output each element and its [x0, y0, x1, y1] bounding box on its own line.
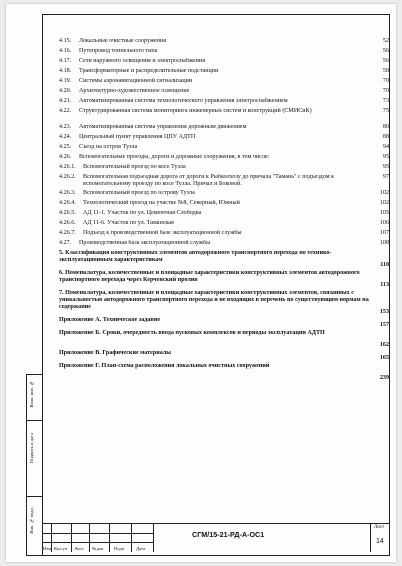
toc-entry[interactable]: [59, 189, 389, 199]
left-stamp-column: [26, 374, 42, 556]
toc-entry[interactable]: [59, 173, 389, 189]
toc-entry[interactable]: [59, 219, 389, 229]
sidebar-cell-signature: [27, 421, 42, 497]
toc-entry-page: 80: [382, 124, 389, 130]
toc-appendix-title: Приложение В. Графические материалы: [59, 350, 172, 356]
toc-entry-title: Вспомогательный проезд по косе Тузла: [83, 164, 186, 170]
toc-entry-title: Центральный пункт управления ЦПУ АДТП: [79, 134, 196, 140]
toc-entry[interactable]: [59, 107, 389, 123]
col-label-data: Дата: [136, 546, 146, 551]
toc-entry-title: Вспомогательные проезды, дороги и дорожные сооружения, в том числе:: [79, 154, 270, 160]
toc-entry-page: 105: [379, 210, 389, 216]
toc-entry[interactable]: [59, 47, 389, 57]
toc-appendix[interactable]: [59, 350, 389, 362]
sidebar-cell-replace: [27, 375, 42, 421]
toc-entry-title: Вспомогательный проезд по острову Тузла: [83, 190, 195, 196]
toc-section-title: 7. Номенклатура, количественные и площадные характеристики конструктивных элементов, связанных с уникальностью автодорожного транспортного перехода и не входящих в перечень по существующим нормам на содержание: [59, 290, 369, 310]
toc-section-page: 153: [379, 309, 389, 315]
toc-entry[interactable]: [59, 123, 389, 133]
toc-appendix-page: 162: [379, 342, 389, 348]
toc-entry-title: Локальные очистные сооружения: [79, 38, 167, 44]
toc-entry-page: 102: [379, 190, 389, 196]
toc-entry-title: Автоматизированная система управления дорожным движением: [79, 124, 247, 130]
toc-entry[interactable]: [59, 229, 389, 239]
toc-entry-page: 56: [382, 58, 389, 64]
toc-section-title: 6. Номенклатура, количественные и площадные характеристики конструктивных элементов автодорожного транспортного перехода через Керченский пролив: [59, 270, 360, 283]
toc-appendix-title: Приложение А. Техническое задание: [59, 317, 161, 323]
toc-entry-title: Автоматизированная система технологического управления электроснабжением: [79, 98, 288, 104]
toc-entry-title: Производственная база эксплуатационной службы: [79, 240, 211, 246]
toc-entry-page: 108: [379, 240, 389, 246]
toc-entry-page: 70: [382, 88, 389, 94]
toc-entry-title: Подъезд к производственной базе эксплуатационной службы: [83, 230, 242, 236]
toc-appendix-page: 157: [379, 322, 389, 328]
toc-entry-number: 4.24.: [59, 134, 72, 140]
toc-entry-number: 4.15.: [59, 38, 72, 44]
toc-entry-number: 4.19.: [59, 78, 72, 84]
toc-entry[interactable]: [59, 209, 389, 219]
sidebar-label-signature: Подпись и дата: [29, 433, 34, 463]
toc-entry-title: Вспомогательная подъездная дорога от дороги к Рыбколхозу до причала "Тамань" с подъездом к вспомогательному проезду по косе Тузла. Причал и Боковой.: [83, 174, 335, 187]
toc-entry[interactable]: [59, 199, 389, 209]
toc-entry[interactable]: [59, 87, 389, 97]
toc-entry[interactable]: [59, 97, 389, 107]
toc-entry-page: 73: [382, 98, 389, 104]
sidebar-label-inventory: Инв. № подл.: [29, 507, 34, 534]
toc-entry-title: Сети наружного освещения и электроснабжения: [79, 58, 205, 64]
toc-entry[interactable]: [59, 133, 389, 143]
toc-entry-page: 95: [382, 154, 389, 160]
toc-entry[interactable]: [59, 163, 389, 173]
toc-entry-page: 106: [379, 220, 389, 226]
col-label-list: Лист: [74, 546, 84, 551]
toc-entry-page: 52: [382, 38, 389, 44]
title-block: [42, 523, 390, 552]
toc-entry-title: Трансформаторные и распределительные подстанции: [79, 68, 219, 74]
toc-entry[interactable]: [59, 37, 389, 47]
toc-entry-page: 58: [382, 68, 389, 74]
toc-entry[interactable]: [59, 57, 389, 67]
toc-section-page: 110: [380, 262, 389, 268]
toc-appendix-page: 165: [379, 355, 389, 361]
toc-entry[interactable]: [59, 153, 389, 163]
toc-entry[interactable]: [59, 77, 389, 87]
toc-entry-page: 75: [382, 108, 389, 114]
col-label-izm: Изм: [43, 546, 51, 551]
toc-entry-number: 4.26.6.: [59, 220, 76, 226]
toc-entry-title: Структурированная система мониторинга инженерных систем и конструкций (СМИСиК): [79, 108, 312, 114]
col-label-koluch: Кол.уч: [54, 546, 68, 551]
toc-section-title: 5. Классификация конструктивных элементов автодорожного транспортного перехода по технико-эксплуатационным характеристикам: [59, 250, 332, 263]
page-frame: [42, 14, 390, 556]
toc-appendix-title: Приложение Г. План-схема расположения локальных очистных сооружений: [59, 363, 270, 369]
toc-entry-title: Съезд на остров Тузла: [79, 144, 138, 150]
toc-entry-title: Путепровод тоннельного типа: [79, 48, 158, 54]
toc-entry-number: 4.26.4.: [59, 200, 76, 206]
toc-appendix[interactable]: [59, 317, 389, 329]
toc-entry[interactable]: [59, 239, 389, 249]
table-of-contents: [59, 37, 389, 382]
toc-appendix-page: 239: [379, 375, 389, 381]
toc-section[interactable]: [59, 290, 389, 316]
sheet-label: Лист: [374, 525, 385, 530]
toc-entry-page: 70: [382, 78, 389, 84]
document-code: СГМ/15-21-РД-А-ОС1: [192, 530, 265, 539]
col-label-podp: Подп: [114, 546, 125, 551]
document-page: [6, 4, 396, 562]
sidebar-cell-inventory: [27, 497, 42, 556]
toc-entry-page: 94: [382, 144, 389, 150]
toc-entry-number: 4.26.5.: [59, 210, 76, 216]
toc-entry-title: АД 11-6. Участок по ул. Таманская: [83, 220, 174, 226]
toc-entry-page: 56: [382, 48, 389, 54]
toc-entry-number: 4.17.: [59, 58, 72, 64]
toc-entry-page: 107: [379, 230, 389, 236]
toc-entry-number: 4.27.: [59, 240, 72, 246]
toc-entry-number: 4.16.: [59, 48, 72, 54]
toc-entry-title: Технологический проезд на участке №8, Северный, Южный: [83, 200, 240, 206]
col-label-ndok: №док: [92, 546, 104, 551]
revision-grid: [42, 524, 154, 552]
toc-entry-number: 4.22.: [59, 108, 72, 114]
toc-appendix[interactable]: [59, 330, 389, 349]
toc-entry-title: Системы аэронавигационной сигнализации: [79, 78, 193, 84]
toc-entry-number: 4.26.3.: [59, 190, 76, 196]
toc-entry[interactable]: [59, 143, 389, 153]
sheet-box: [370, 524, 390, 552]
toc-entry-number: 4.23.: [59, 124, 72, 130]
toc-entry-title: Архитектурно-художественное освещение: [79, 88, 190, 94]
toc-entry-title: АД 11-1. Участок по ул. Цементная Слободка: [83, 210, 202, 216]
toc-entry-number: 4.25.: [59, 144, 72, 150]
toc-entry-page: 102: [379, 200, 389, 206]
toc-entry-number: 4.26.1.: [59, 164, 76, 170]
toc-entry-number: 4.26.: [59, 154, 72, 160]
toc-section[interactable]: [59, 250, 389, 269]
toc-entry-number: 4.21.: [59, 98, 72, 104]
toc-appendix-title: Приложение Б. Сроки, очередность ввода пусковых комплексов и периоды эксплуатации АДТП: [59, 330, 325, 336]
toc-entry-number: 4.26.7.: [59, 230, 76, 236]
toc-entry-page: 95: [382, 164, 389, 170]
sheet-number: 14: [376, 538, 384, 545]
toc-entry-number: 4.18.: [59, 68, 72, 74]
toc-entry-page: 88: [382, 134, 389, 140]
toc-entry-number: 4.26.2.: [59, 174, 76, 180]
toc-entry-page: 97: [382, 174, 389, 180]
toc-entry-number: 4.20.: [59, 88, 72, 94]
sidebar-label-replace: Взам. инв. №: [29, 381, 34, 408]
toc-section[interactable]: [59, 270, 389, 289]
toc-entry[interactable]: [59, 67, 389, 77]
toc-section-page: 113: [380, 282, 389, 288]
toc-appendix[interactable]: [59, 363, 389, 382]
